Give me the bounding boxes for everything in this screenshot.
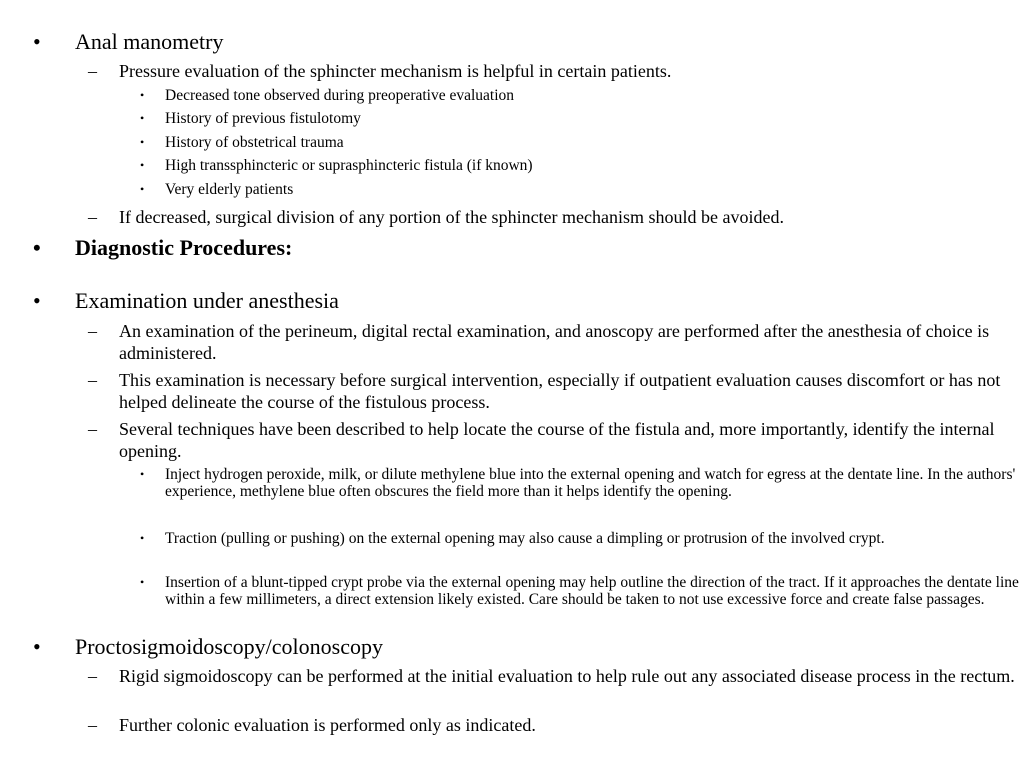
point-crypt-probe (140, 574, 1020, 608)
heading-proctosigmoidoscopy: Proctosigmoidoscopy/colonoscopy (75, 634, 383, 659)
text-elderly: Very elderly patients (165, 181, 294, 198)
bullet-marker: • (33, 29, 41, 54)
dash-marker: – (88, 207, 97, 227)
text-several-techniques: Several techniques have been described to help locate the course of the fistula and, more importantly, identify the internal opening. (119, 419, 995, 461)
text-obstetrical-trauma: History of obstetrical trauma (165, 134, 344, 151)
subitem-if-decreased (88, 206, 1018, 228)
point-decreased-tone (140, 87, 1020, 104)
subitem-rigid-sigmoidoscopy (88, 665, 1018, 687)
point-traction (140, 530, 1020, 547)
bullet-marker: • (33, 288, 41, 313)
small-bullet-marker: • (140, 182, 145, 196)
dash-marker: – (88, 61, 97, 81)
bullet-marker: • (33, 634, 41, 659)
text-traction: Traction (pulling or pushing) on the external opening may also cause a dimpling or protrusion of the involved crypt. (165, 530, 885, 547)
heading-anal-manometry: Anal manometry (75, 29, 224, 54)
text-exam-necessary: This examination is necessary before surgical intervention, especially if outpatient evaluation causes discomfort or has not helped delineate the course of the fistulous process. (119, 370, 1001, 412)
text-decreased-tone: Decreased tone observed during preoperative evaluation (165, 87, 515, 104)
small-bullet-marker: • (140, 111, 145, 125)
small-bullet-marker: • (140, 467, 145, 481)
point-elderly (140, 181, 1020, 198)
subitem-further-colonic (88, 714, 1018, 736)
point-previous-fistulotomy (140, 110, 1020, 127)
point-high-fistula (140, 157, 1020, 174)
heading-diagnostic-procedures: Diagnostic Procedures: (75, 235, 293, 260)
text-pressure-evaluation: Pressure evaluation of the sphincter mechanism is helpful in certain patients. (119, 61, 672, 81)
bullet-marker: • (33, 235, 41, 260)
dash-marker: – (88, 666, 97, 686)
heading-exam-under-anesthesia: Examination under anesthesia (75, 288, 339, 313)
small-bullet-marker: • (140, 531, 145, 545)
subitem-several-techniques (88, 418, 1018, 462)
text-further-colonic: Further colonic evaluation is performed only as indicated. (119, 715, 536, 735)
subitem-pressure-evaluation (88, 60, 1018, 82)
text-crypt-probe: Insertion of a blunt-tipped crypt probe via the external opening may help outline the direction of the tract. If it approaches the dentate line within a few millimeters, a direct extension likely existed. Care should be taken to not use excessive force and create false passages. (165, 574, 1019, 608)
point-inject-peroxide (140, 466, 1020, 500)
text-if-decreased: If decreased, surgical division of any portion of the sphincter mechanism should be avoided. (119, 207, 784, 227)
dash-marker: – (88, 419, 97, 439)
subitem-exam-perineum (88, 320, 1018, 364)
text-high-fistula: High transsphincteric or suprasphincteric fistula (if known) (165, 157, 533, 174)
text-rigid-sigmoidoscopy: Rigid sigmoidoscopy can be performed at the initial evaluation to help rule out any associated disease process in the rectum. (119, 666, 1015, 686)
dash-marker: – (88, 715, 97, 735)
text-inject-peroxide: Inject hydrogen peroxide, milk, or dilute methylene blue into the external opening and watch for egress at the dentate line. In the authors' experience, methylene blue often obscures the field more than it helps identify the opening. (165, 466, 1016, 500)
dash-marker: – (88, 321, 97, 341)
small-bullet-marker: • (140, 158, 145, 172)
dash-marker: – (88, 370, 97, 390)
small-bullet-marker: • (140, 575, 145, 589)
point-obstetrical-trauma (140, 134, 1020, 151)
subitem-exam-necessary (88, 369, 1018, 413)
text-previous-fistulotomy: History of previous fistulotomy (165, 110, 361, 127)
small-bullet-marker: • (140, 135, 145, 149)
text-exam-perineum: An examination of the perineum, digital rectal examination, and anoscopy are performed after the anesthesia of choice is administered. (119, 321, 990, 363)
small-bullet-marker: • (140, 88, 145, 102)
